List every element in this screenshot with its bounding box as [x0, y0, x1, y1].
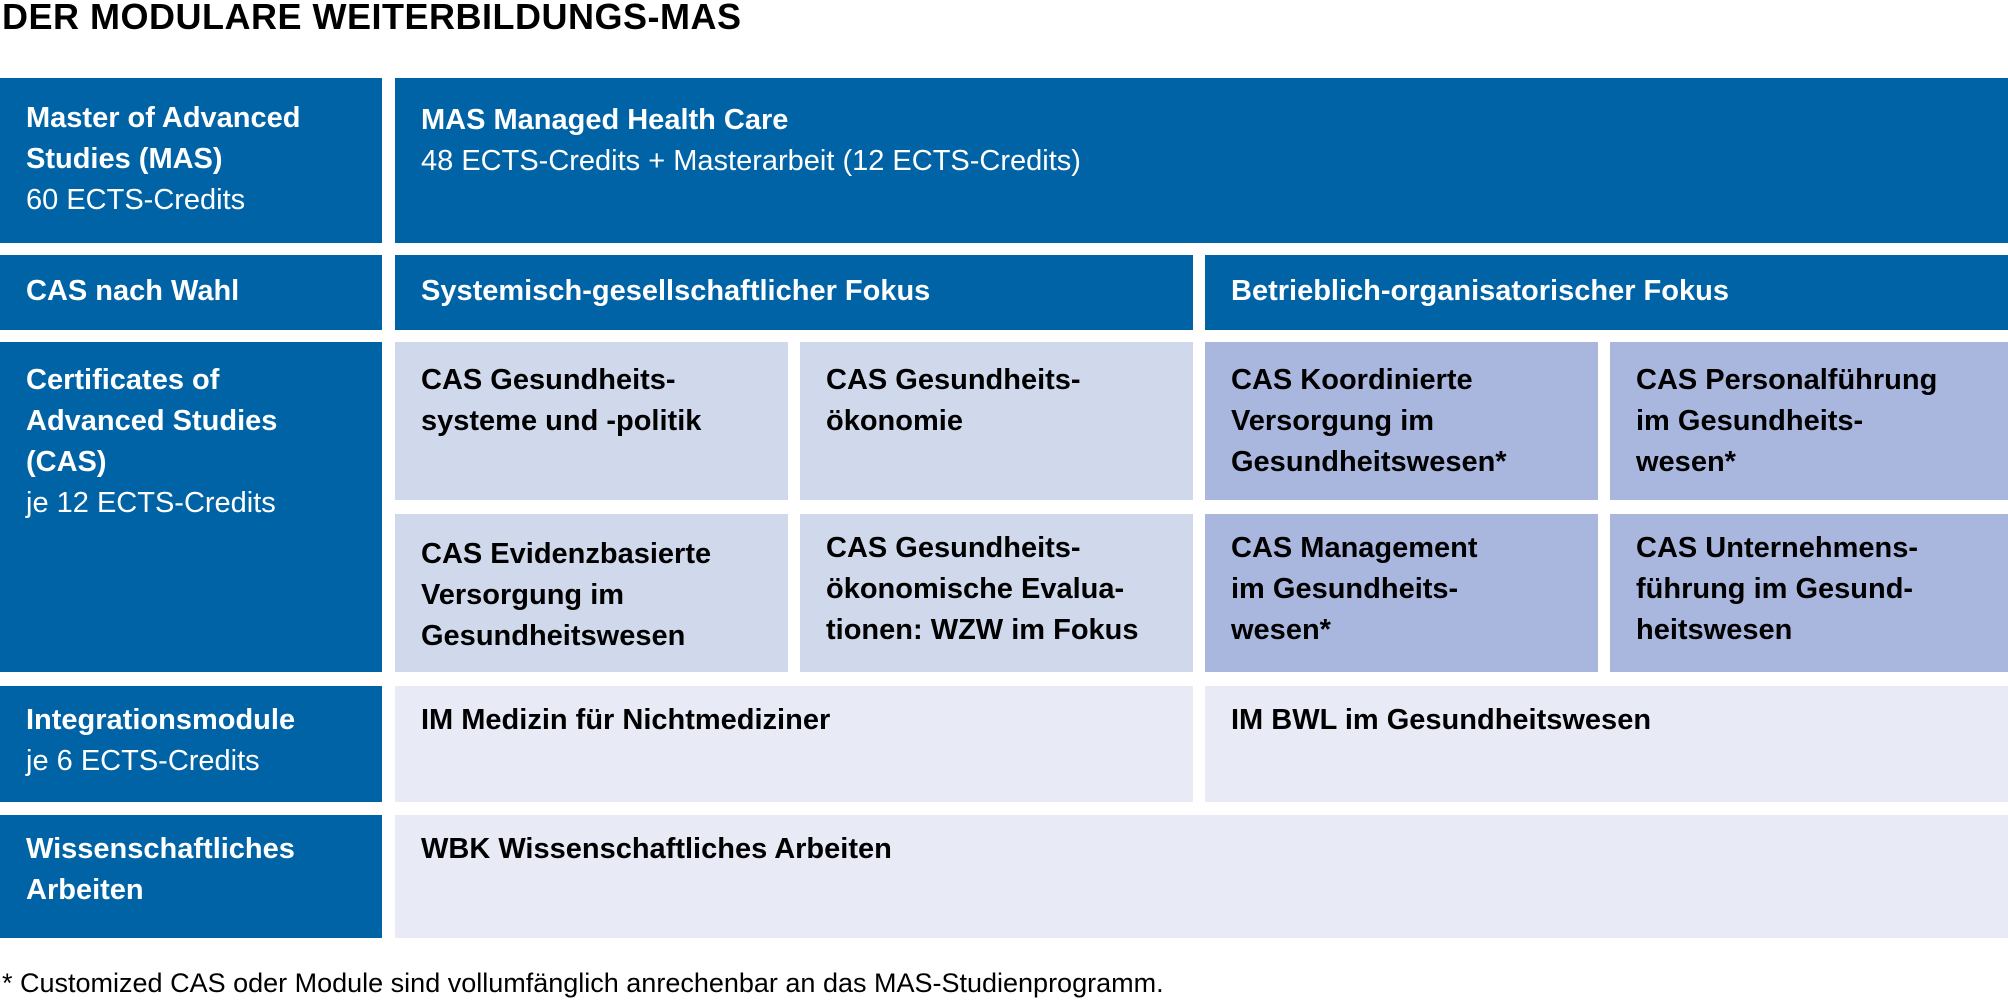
- cas-cell: [1205, 342, 1598, 500]
- cas-cell: [395, 342, 788, 500]
- cas-cell: [800, 342, 1193, 500]
- cas-cell: [1205, 514, 1598, 672]
- focus-systemic-header: [395, 255, 1193, 330]
- science-label-cell: [0, 815, 382, 938]
- cas-choice-label-cell: [0, 255, 382, 330]
- mas-program-credits: 48 ECTS-Credits + Masterarbeit (12 ECTS-Credits): [421, 145, 1081, 177]
- integration-module-cell: [395, 686, 1193, 802]
- mas-label: Master of Advanced Studies (MAS): [26, 102, 301, 175]
- integration-credits: je 6 ECTS-Credits: [26, 745, 260, 777]
- cas-cell-title: CAS Personalführung im Gesundheits- wesen*: [1636, 364, 1938, 478]
- cas-cell: [395, 514, 788, 672]
- integration-label-cell: [0, 686, 382, 802]
- footnote: * Customized CAS oder Module sind vollumfänglich anrechenbar an das MAS-Studienprogramm.: [2, 968, 1164, 998]
- focus-operational-header: [1205, 255, 2008, 330]
- integration-module-medicine: IM Medizin für Nichtmediziner: [421, 704, 831, 736]
- cas-cell: [1610, 342, 2008, 500]
- focus-systemic-label: Systemisch-gesellschaftlicher Fokus: [421, 275, 931, 307]
- diagram-title: DER MODULARE WEITERBILDUNGS-MAS: [2, 0, 742, 37]
- cas-label-cell: [0, 342, 382, 672]
- cas-cell: [1610, 514, 2008, 672]
- science-module-cell: [395, 815, 2008, 938]
- cas-cell-title: CAS Gesundheits- ökonomie: [826, 364, 1081, 437]
- cas-cell-title: CAS Koordinierte Versorgung im Gesundheitswesen*: [1231, 364, 1507, 478]
- mas-credits: 60 ECTS-Credits: [26, 184, 246, 216]
- cas-choice-label: CAS nach Wahl: [26, 275, 240, 307]
- focus-operational-label: Betrieblich-organisatorischer Fokus: [1231, 275, 1729, 307]
- cas-cell-title: CAS Gesundheits- systeme und -politik: [421, 364, 702, 437]
- science-module: WBK Wissenschaftliches Arbeiten: [421, 833, 892, 865]
- cas-cell-title: CAS Management im Gesundheits- wesen*: [1231, 532, 1478, 646]
- mas-program-title: MAS Managed Health Care: [421, 104, 789, 136]
- integration-module-cell: [1205, 686, 2008, 802]
- cas-cell: [800, 514, 1193, 672]
- integration-module-bwl: IM BWL im Gesundheitswesen: [1231, 704, 1652, 736]
- cas-cell-title: CAS Gesundheits- ökonomische Evalua- tionen: WZW im Fokus: [826, 532, 1139, 646]
- integration-label: Integrationsmodule: [26, 704, 296, 736]
- cas-credits: je 12 ECTS-Credits: [26, 487, 276, 519]
- mas-program-cell: [395, 78, 2008, 243]
- cas-cell-title: CAS Evidenzbasierte Versorgung im Gesundheitswesen: [421, 538, 712, 652]
- science-label: Wissenschaftliches Arbeiten: [26, 833, 295, 906]
- cas-label: Certificates of Advanced Studies (CAS): [26, 364, 278, 478]
- mas-label-cell: [0, 78, 382, 243]
- cas-cell-title: CAS Unternehmens- führung im Gesund- heitswesen: [1636, 532, 1918, 646]
